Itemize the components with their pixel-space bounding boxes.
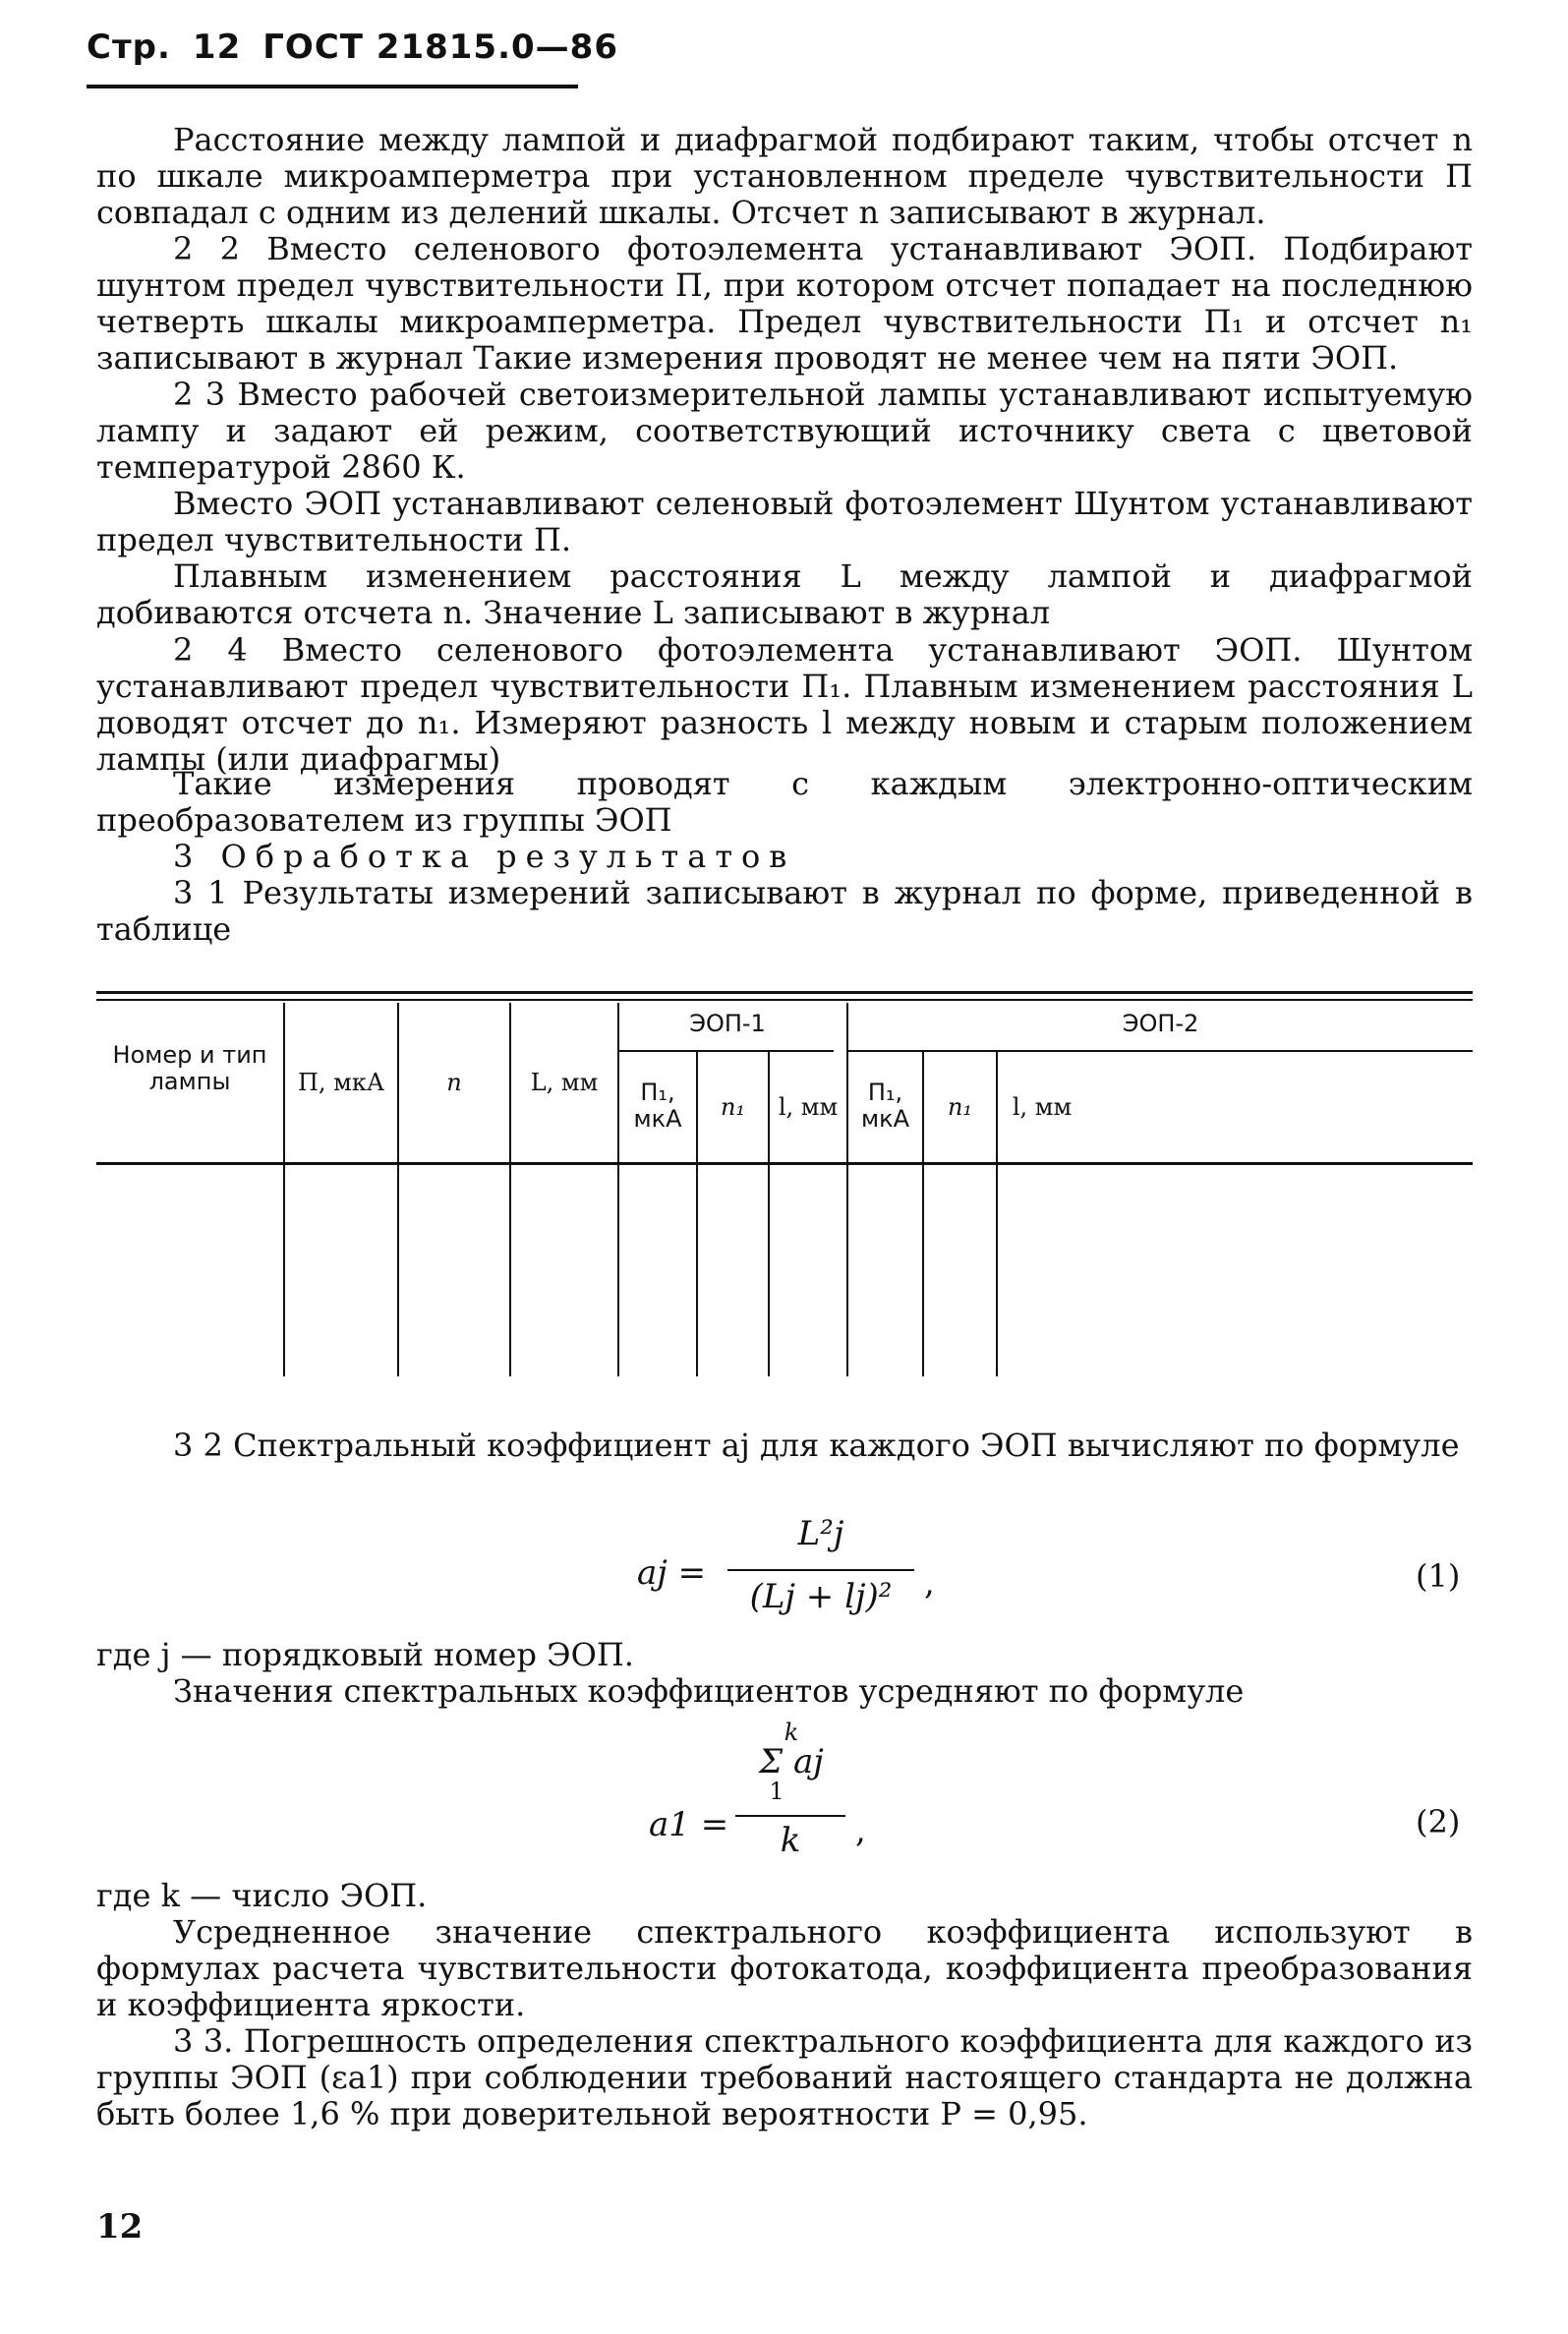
th-p1-g1: П₁, мкА [633,1079,682,1133]
formula-1-comma: , [924,1563,935,1603]
page-footer-number: 12 [96,2207,144,2246]
formula-2-number: (2) [1416,1803,1461,1840]
formula-1-number: (1) [1416,1557,1461,1595]
paragraph-7: Такие измерения проводят с каждым электронно-оптическим преобразователем из группы ЭОП [96,765,1473,839]
formula-2-sum: Σ aj [759,1742,824,1781]
paragraph-average: Значения спектральных коэффициентов усредняют по формуле [173,1672,1245,1710]
paragraph-k-def: где k — число ЭОП. [96,1877,428,1914]
paragraph-j-def: где j — порядковый номер ЭОП. [96,1636,634,1673]
table-top-rule-2 [96,999,1473,1001]
page-number: 12 [192,28,242,67]
paragraph-2-2: 2 2 Вместо селенового фотоэлемента устанавливают ЭОП. Подбирают шунтом предел чувствительности П, при котором отсчет попадает на последнюю четверть шкалы микроамперметра. Предел чувствительности П₁ и отсчет n₁ записывают в журнал Такие измерения проводят не менее чем на пяти ЭОП. [96,230,1473,377]
formula-2-denominator: k [780,1821,801,1860]
formula-2-sum-bottom: 1 [769,1778,784,1805]
table-col-divider [846,1003,848,1376]
th-p: П, мкА [297,1069,385,1096]
th-n: n [446,1069,462,1096]
paragraph-3-1: 3 1 Результаты измерений записывают в журнал по форме, приведенной в таблице [96,874,1473,948]
th-group-1: ЭОП-1 [689,1010,766,1037]
th-l-g1: l, мм [778,1093,839,1121]
paragraph-2-4: 2 4 Вместо селенового фотоэлемента устанавливают ЭОП. Шунтом устанавливают предел чувствительности П₁. Плавным изменением расстояния L доводят отсчет до n₁. Измеряют разность l между новым и старым положением лампы (или диафрагмы) [96,631,1473,778]
group2-underline [846,1050,1473,1052]
group1-underline [617,1050,834,1052]
formula-1-lhs: aj = [637,1553,707,1593]
th-l-g2: l, мм [1012,1093,1073,1121]
formula-1-bar [727,1569,914,1571]
table-col-divider [397,1003,399,1376]
paragraph-3-3: 3 3. Погрешность определения спектрального коэффициента для каждого из группы ЭОП (εa1) при соблюдении требований настоящего стандарта не должна быть более 1,6 % при доверительной вероятности P = 0,95. [96,2022,1473,2132]
header-rule [87,85,578,88]
table-col-divider [283,1003,285,1376]
th-group-2: ЭОП-2 [1122,1010,1199,1037]
table-col-divider [509,1003,511,1376]
section-3-heading: 3 Обработка результатов [173,838,796,875]
table-header-rule [96,1162,1473,1165]
th-n1-g2: n₁ [947,1093,973,1121]
standard-id: ГОСТ 21815.0—86 [262,28,618,67]
formula-2-comma: , [855,1811,866,1850]
paragraph-3-2: 3 2 Спектральный коэффициент aj для каждого ЭОП вычисляют по формуле [173,1427,1460,1464]
paragraph-5: Плавным изменением расстояния L между лампой и диафрагмой добиваются отсчета n. Значение L записывают в журнал [96,557,1473,631]
paragraph-1: Расстояние между лампой и диафрагмой подбирают таким, чтобы отсчет n по шкале микроамперметра при установленном пределе чувствительности П совпадал с одним из делений шкалы. Отсчет n записывают в журнал. [96,121,1473,231]
paragraph-4: Вместо ЭОП устанавливают селеновый фотоэлемент Шунтом устанавливают предел чувствительности П. [96,485,1473,558]
page-label: Стр. [87,28,171,67]
formula-2-sum-top: k [784,1719,799,1746]
paragraph-2-3: 2 3 Вместо рабочей светоизмерительной лампы устанавливают испытуемую лампу и задают ей режим, соответствующий источнику света с цветовой температурой 2860 К. [96,376,1473,486]
table-col-divider [617,1003,619,1376]
th-lamp: Номер и тип лампы [112,1041,267,1095]
th-n1-g1: n₁ [720,1093,746,1121]
page-header [87,28,640,67]
formula-2-lhs: a1 = [649,1805,729,1844]
formula-2-bar [735,1815,845,1817]
th-p1-g2: П₁, мкА [860,1079,910,1133]
table-top-rule [96,991,1473,994]
formula-1-denominator: (Lj + lj)² [749,1577,893,1616]
th-l: L, мм [530,1069,599,1096]
paragraph-usage: Усредненное значение спектрального коэффициента используют в формулах расчета чувствительности фотокатода, коэффициента преобразования и коэффициента яркости. [96,1913,1473,2023]
formula-1-numerator: L²j [797,1514,844,1553]
measurement-table [96,991,1473,1379]
